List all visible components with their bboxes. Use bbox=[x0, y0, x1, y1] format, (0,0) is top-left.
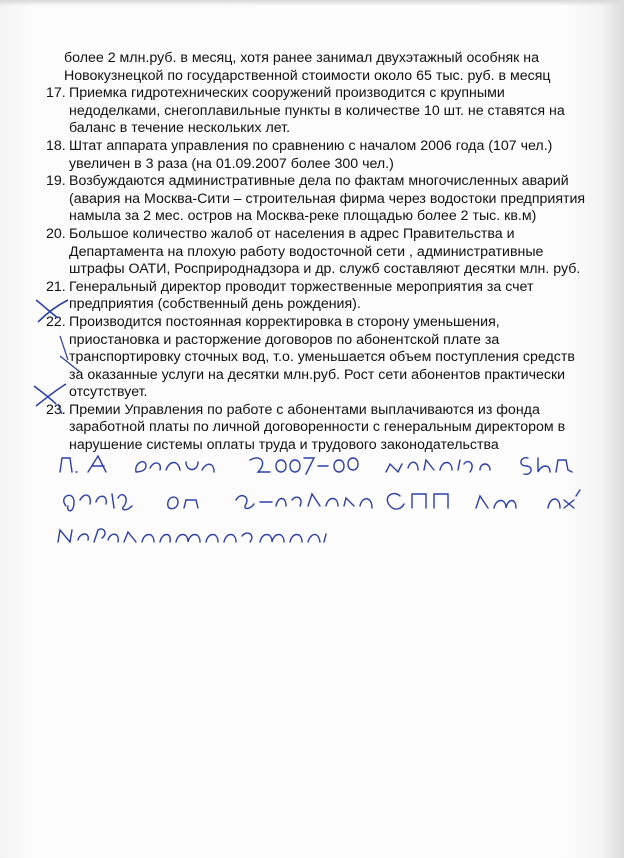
item-text: Премии Управления по работе с абонентами выплачиваются из фонда заработной платы по личной договоренности с генеральным директором в нарушение системы оплаты труда и трудового законодательства bbox=[69, 401, 566, 454]
list-item bbox=[46, 138, 602, 173]
item-number: 21. bbox=[46, 278, 66, 295]
item-number: 17. bbox=[46, 85, 66, 102]
page-edge-shadow bbox=[0, 0, 624, 6]
list-item bbox=[46, 85, 602, 138]
document-body bbox=[46, 50, 602, 455]
list-item bbox=[46, 279, 602, 314]
list-item bbox=[46, 314, 602, 402]
handwritten-note bbox=[50, 450, 590, 560]
item-number: 18. bbox=[46, 137, 66, 154]
item-number: 23. bbox=[46, 401, 66, 418]
item-text: более 2 млн.руб. в месяц, хотя ранее занимал двухэтажный особняк на Новокузнецкой по государственной стоимости около 65 тыс. руб. в месяц bbox=[64, 50, 551, 84]
item-text: Производится постоянная корректировка в сторону уменьшения, приостановка и расторжение договоров по абонентской плате за транспортировку сточных вод, т.о. уменьшается объем поступления средств за оказанные услуги на десятки млн.руб. Рост сети абонентов практически отсутствует. bbox=[69, 313, 575, 401]
item-text: Возбуждаются административные дела по фактам многочисленных аварий (авария на Москва-Сити – строительная фирма через водостоки предприятия намыла за 2 мес. остров на Москва-реке площадью более 2 тыс. кв.м) bbox=[69, 173, 586, 225]
item-text: Большое количество жалоб от населения в адрес Правительства и Департамента на плохую работу водосточной сети , административные штрафы ОАТИ, Росприроднадзора и др. служб составляют десятки млн. руб. bbox=[69, 225, 581, 278]
item-number: 22. bbox=[46, 313, 66, 330]
list-item bbox=[46, 402, 602, 455]
list-item bbox=[46, 50, 602, 85]
item-number: 20. bbox=[46, 225, 66, 242]
item-text: Штат аппарата управления по сравнению с началом 2006 года (107 чел.) увеличен в 3 раза (на 01.09.2007 более 300 чел.) bbox=[69, 137, 553, 172]
page-edge-shadow-right bbox=[602, 0, 624, 858]
list-item bbox=[46, 173, 602, 226]
list-item bbox=[46, 226, 602, 279]
item-text: Приемка гидротехнических сооружений производится с крупными недоделками, снегоплавильные пункты в количестве 10 шт. не ставятся на баланс в течение нескольких лет. bbox=[69, 85, 565, 137]
item-text: Генеральный директор проводит торжественные мероприятия за счет предприятия (собственный день рождения). bbox=[69, 278, 534, 313]
item-number: 19. bbox=[46, 173, 66, 190]
